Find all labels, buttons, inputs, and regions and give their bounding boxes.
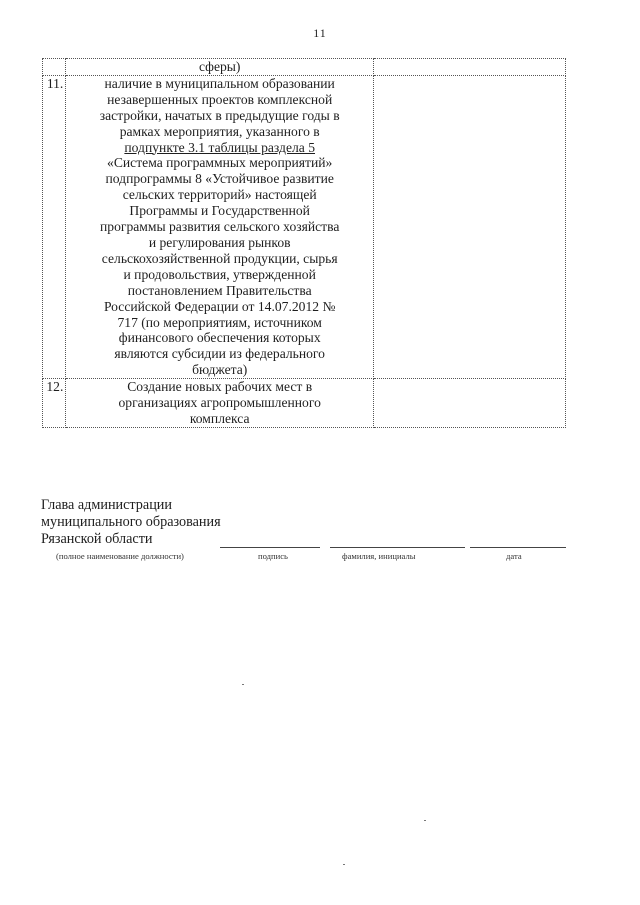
caption-position: (полное наименование должности)	[56, 551, 184, 561]
scan-speck	[242, 684, 244, 685]
scan-speck	[424, 820, 426, 821]
position-signature-line	[220, 547, 320, 548]
value-cell	[374, 59, 566, 76]
indicator-text	[66, 379, 374, 428]
row-number: 12.	[43, 379, 66, 428]
page-number: 11	[313, 26, 327, 40]
indicator-text-line: наличие в муниципальном образовании	[104, 75, 335, 91]
caption-date: дата	[506, 551, 522, 561]
indicator-text-line: являются субсидии из федерального	[114, 346, 325, 362]
value-cell	[374, 379, 566, 428]
indicator-text-line: постановлением Правительства	[127, 282, 312, 298]
table-row	[43, 75, 566, 378]
indicator-text-line: незавершенных проектов комплексной	[107, 91, 333, 107]
row-number: 11.	[43, 75, 66, 378]
signature-title-line: муниципального образования	[41, 514, 221, 530]
indicator-text-line: Российской Федерации от 14.07.2012 №	[103, 298, 336, 314]
indicator-text-line: 717 (по мероприятиям, источником	[117, 314, 322, 330]
indicator-text-line: Создание новых рабочих мест в	[127, 379, 313, 395]
table-row	[43, 59, 566, 76]
indicator-text-line: подпрограммы 8 «Устойчивое развитие	[105, 171, 334, 187]
indicator-text-line: организациях агропромышленного	[118, 395, 321, 411]
indicator-text-line: бюджета)	[192, 362, 248, 378]
scan-speck	[343, 864, 345, 865]
indicator-text-line: сферы)	[198, 59, 241, 74]
row-number	[43, 59, 66, 76]
value-cell	[374, 75, 566, 378]
signature-title	[41, 497, 221, 548]
indicator-text-line: и регулирования рынков	[148, 234, 291, 250]
indicator-text-line: «Система программных мероприятий»	[107, 155, 333, 171]
indicator-text-line: программы развития сельского хозяйства	[100, 219, 340, 235]
indicator-text-line: сельских территорий» настоящей	[122, 187, 317, 203]
indicator-text-line: финансового обеспечения которых	[118, 330, 321, 346]
caption-full-name: фамилия, инициалы	[342, 551, 416, 561]
indicator-text-line: сельскохозяйственной продукции, сырья	[101, 250, 338, 266]
table-row	[43, 379, 566, 428]
indicator-text-line: рамках мероприятия, указанного в	[119, 123, 320, 139]
name-signature-line	[330, 547, 465, 548]
indicator-text-line: и продовольствия, утвержденной	[123, 266, 316, 282]
signature-title-line: Рязанской области	[41, 531, 153, 547]
caption-signature: подпись	[258, 551, 288, 561]
indicator-text-line: Программы и Государственной	[129, 203, 310, 219]
signature-title-line: Глава администрации	[41, 497, 172, 513]
date-signature-line	[470, 547, 566, 548]
indicator-text-line: подпункте 3.1 таблицы раздела 5	[124, 139, 316, 155]
indicator-text	[66, 59, 374, 76]
indicators-table	[42, 58, 566, 428]
indicator-text	[66, 75, 374, 378]
indicator-text-line: комплекса	[189, 410, 250, 426]
indicator-text-line: застройки, начатых в предыдущие годы в	[99, 107, 340, 123]
